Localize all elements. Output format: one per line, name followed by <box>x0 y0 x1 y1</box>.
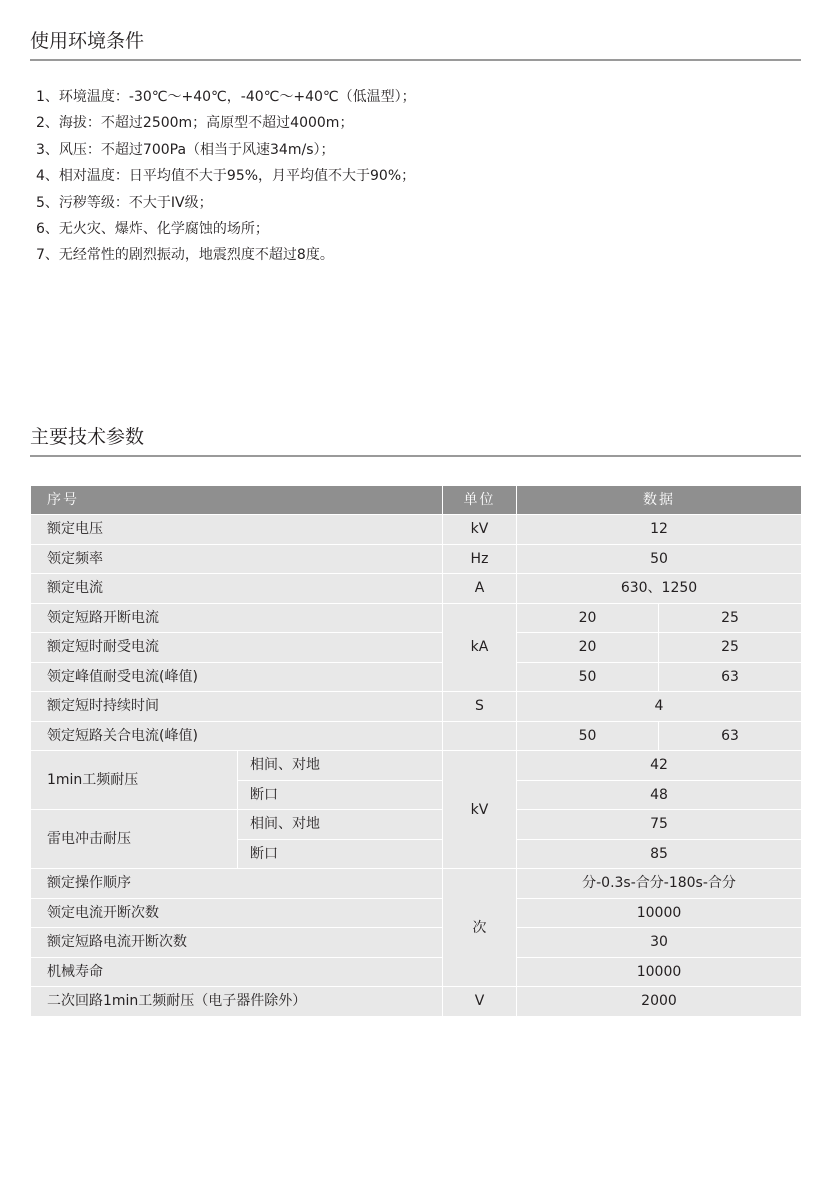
table-row <box>31 633 802 663</box>
env-section-divider <box>30 59 801 61</box>
row-unit: A <box>443 574 517 604</box>
row-value: 63 <box>659 721 802 751</box>
row-label: 额定电压 <box>31 515 443 545</box>
row-label: 额定短时耐受电流 <box>31 633 443 663</box>
row-value: 630、1250 <box>517 574 802 604</box>
row-label: 雷电冲击耐压 <box>31 810 238 869</box>
table-row <box>31 898 802 928</box>
table-header-row <box>31 486 802 515</box>
row-unit <box>443 721 517 751</box>
table-row <box>31 869 802 899</box>
header-unit: 单位 <box>443 486 517 515</box>
table-row <box>31 751 802 781</box>
row-value: 48 <box>517 780 802 810</box>
table-row <box>31 957 802 987</box>
env-section-title: 使用环境条件 <box>30 30 145 52</box>
row-value: 12 <box>517 515 802 545</box>
row-value: 25 <box>659 603 802 633</box>
row-value: 2000 <box>517 987 802 1017</box>
row-unit: V <box>443 987 517 1017</box>
env-condition-item: 4、相对温度：日平均值不大于95%，月平均值不大于90%； <box>36 168 416 185</box>
row-value: 30 <box>517 928 802 958</box>
row-sublabel: 断口 <box>238 839 443 869</box>
param-section-divider <box>30 455 801 457</box>
env-condition-item: 6、无火灾、爆炸、化学腐蚀的场所； <box>36 220 269 237</box>
table-row <box>31 662 802 692</box>
header-seq: 序号 <box>31 486 443 515</box>
row-label: 二次回路1min工频耐压（电子器件除外） <box>31 987 443 1017</box>
table-row <box>31 515 802 545</box>
row-label: 额定短路电流开断次数 <box>31 928 443 958</box>
row-value: 25 <box>659 633 802 663</box>
table-row <box>31 603 802 633</box>
row-value: 20 <box>517 633 659 663</box>
row-value: 42 <box>517 751 802 781</box>
row-unit: Hz <box>443 544 517 574</box>
header-data: 数据 <box>517 486 802 515</box>
row-label: 领定电流开断次数 <box>31 898 443 928</box>
row-value: 10000 <box>517 898 802 928</box>
param-section-title: 主要技术参数 <box>30 426 145 448</box>
env-condition-item: 3、风压：不超过700Pa（相当于风速34m/s）； <box>36 141 335 158</box>
table-row <box>31 721 802 751</box>
table-row <box>31 987 802 1017</box>
row-sublabel: 相间、对地 <box>238 751 443 781</box>
env-condition-item: 2、海拔：不超过2500m；高原型不超过4000m； <box>36 115 354 132</box>
table-row <box>31 544 802 574</box>
table-row <box>31 574 802 604</box>
env-condition-item: 5、污秽等级：不大于IV级； <box>36 194 213 211</box>
table-row <box>31 810 802 840</box>
row-value: 75 <box>517 810 802 840</box>
table-row <box>31 928 802 958</box>
row-unit: kV <box>443 515 517 545</box>
row-value: 50 <box>517 662 659 692</box>
row-label: 额定短时持续时间 <box>31 692 443 722</box>
row-label: 额定电流 <box>31 574 443 604</box>
row-value: 85 <box>517 839 802 869</box>
row-label: 领定短路开断电流 <box>31 603 443 633</box>
row-value: 20 <box>517 603 659 633</box>
row-sublabel: 断口 <box>238 780 443 810</box>
row-unit: 次 <box>443 869 517 987</box>
row-value: 4 <box>517 692 802 722</box>
tech-params-table <box>30 485 802 1017</box>
row-label: 领定峰值耐受电流(峰值) <box>31 662 443 692</box>
row-label: 1min工频耐压 <box>31 751 238 810</box>
row-label: 额定操作顺序 <box>31 869 443 899</box>
row-value: 10000 <box>517 957 802 987</box>
row-unit: kV <box>443 751 517 869</box>
row-unit: kA <box>443 603 517 692</box>
env-conditions-list <box>36 84 416 269</box>
env-condition-item: 7、无经常性的剧烈振动，地震烈度不超过8度。 <box>36 247 334 264</box>
env-condition-item: 1、环境温度：-30℃～+40℃，-40℃～+40℃（低温型）； <box>36 89 416 105</box>
row-sublabel: 相间、对地 <box>238 810 443 840</box>
row-value: 50 <box>517 721 659 751</box>
row-label: 领定短路关合电流(峰值) <box>31 721 443 751</box>
row-label: 领定频率 <box>31 544 443 574</box>
row-value: 50 <box>517 544 802 574</box>
row-label: 机械寿命 <box>31 957 443 987</box>
row-value: 63 <box>659 662 802 692</box>
row-value: 分-0.3s-合分-180s-合分 <box>517 869 802 899</box>
table-row <box>31 692 802 722</box>
row-unit: S <box>443 692 517 722</box>
